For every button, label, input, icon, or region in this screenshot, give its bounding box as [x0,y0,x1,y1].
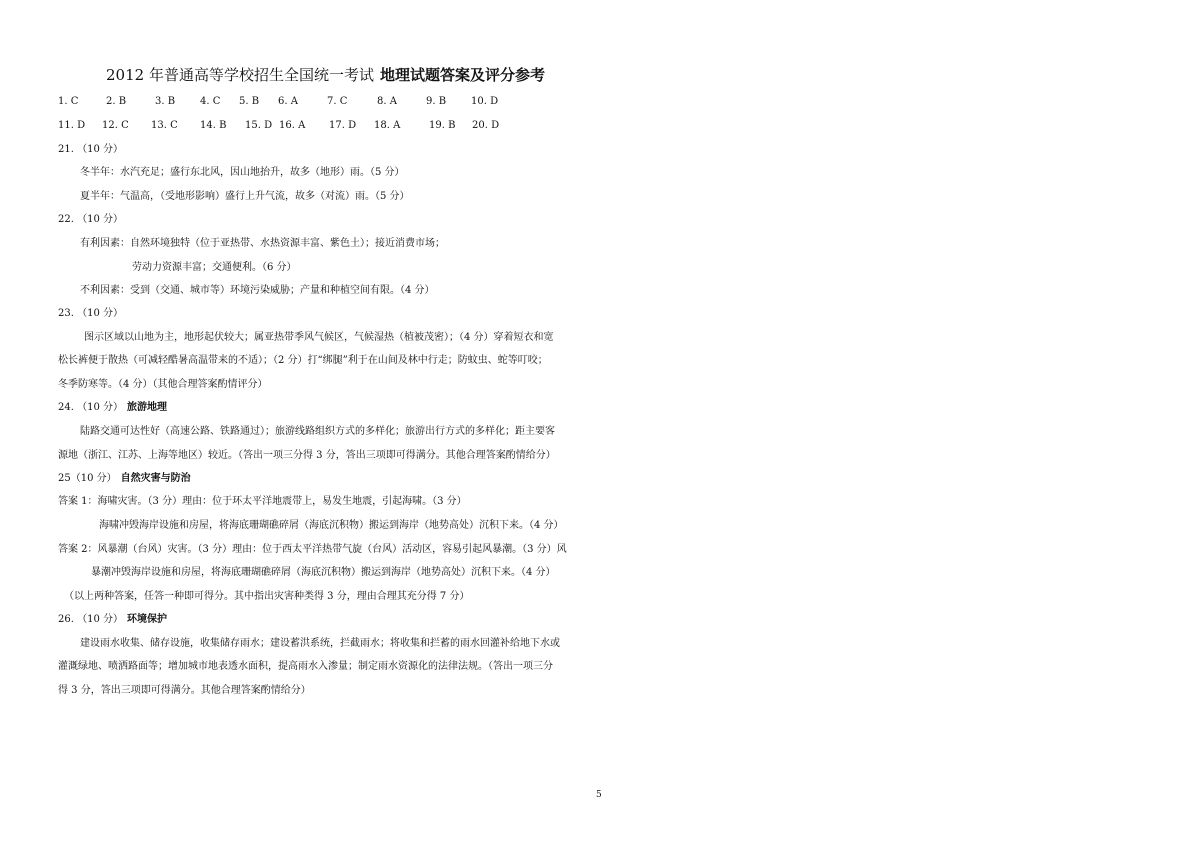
answer-item: 6. A [278,96,298,107]
answer-item: 4. C [200,96,221,107]
answer-item: 20. D [472,120,500,131]
answer-item: 14. B [200,120,227,131]
q22-favorable-line2: 劳动力资源丰富；交通便利。（6 分） [132,262,297,273]
answer-item: 15. D [245,120,273,131]
q23-line3: 冬季防寒等。（4 分）（其他合理答案酌情评分） [58,379,268,390]
answer-item: 13. C [151,120,178,131]
answer-item: 12. C [102,120,129,131]
answer-item: 1. C [58,96,79,107]
title-main: 2012 年普通高等学校招生全国统一考试 [106,66,374,84]
q26-line1: 建设雨水收集、储存设施，收集储存雨水；建设蓄洪系统，拦截雨水；将收集和拦蓄的雨水回灌补给地下水或 [80,638,560,649]
q21-summer-answer: 夏半年：气温高，（受地形影响）盛行上升气流，故多（对流）雨。（5 分） [80,191,410,202]
q22-favorable-line1: 有利因素：自然环境独特（位于亚热带、水热资源丰富、紫色土）；接近消费市场； [80,238,445,249]
q22-unfavorable: 不利因素：受到（交通、城市等）环境污染威胁；产量和种植空间有限。（4 分） [80,285,435,296]
answer-item: 2. B [106,96,127,107]
q23-line1: 图示区域以山地为主，地形起伏较大；属亚热带季风气候区，气候湿热（植被茂密）；（4 分）穿着短衣和宽 [84,332,554,343]
answer-item: 9. B [426,96,447,107]
question-21-heading: 21. （10 分） [58,144,123,155]
answers-row-2 [58,120,578,136]
answer-item: 18. A [374,120,401,131]
q25-answer2: 答案 2：风暴潮（台风）灾害。（3 分）理由：位于西太平洋热带气旋（台风）活动区，容易引起风暴潮。（3 分）风 [58,544,567,555]
q25-topic: 自然灾害与防治 [120,473,191,484]
q24-topic: 旅游地理 [127,402,167,413]
q25-answer2-cont: 暴潮冲毁海岸设施和房屋，将海底珊瑚礁碎屑（海底沉积物）搬运到海岸（地势高处）沉积下来。（4 分） [91,567,556,578]
q21-winter-answer: 冬半年：水汽充足；盛行东北风，因山地抬升，故多（地形）雨。（5 分） [80,167,405,178]
answer-item: 3. B [155,96,176,107]
q25-note: （以上两种答案，任答一种即可得分。其中指出灾害种类得 3 分，理由合理其充分得 7 分） [64,591,470,602]
answer-item: 8. A [377,96,397,107]
answers-row-1 [58,96,578,112]
q26-line3: 得 3 分，答出三项即可得满分。其他合理答案酌情给分） [58,685,311,696]
page-number: 5 [596,790,602,800]
answer-item: 16. A [279,120,306,131]
q26-line2: 灌溉绿地、喷洒路面等；增加城市地表透水面积，提高雨水入渗量；制定雨水资源化的法律法规。（答出一项三分 [58,661,553,672]
question-24-heading: 24. （10 分） 旅游地理 [58,402,167,413]
question-26-heading: 26. （10 分） 环境保护 [58,614,167,625]
q25-answer1: 答案 1：海啸灾害。（3 分）理由：位于环太平洋地震带上，易发生地震，引起海啸。（3 分） [58,496,467,507]
question-23-heading: 23. （10 分） [58,308,123,319]
question-25-heading: 25（10 分） 自然灾害与防治 [58,473,191,484]
question-22-heading: 22. （10 分） [58,214,123,225]
q26-topic: 环境保护 [127,614,167,625]
answer-item: 7. C [327,96,348,107]
q23-line2: 松长裤便于散热（可减轻酷暑高温带来的不适）；（2 分）打“绑腿”利于在山间及林中行走；防蚊虫、蛇等叮咬； [58,355,548,366]
answer-item: 19. B [429,120,456,131]
title-bold: 地理试题答案及评分参考 [379,66,545,84]
q24-line2: 源地（浙江、江苏、上海等地区）较近。（答出一项三分得 3 分，答出三项即可得满分。其他合理答案酌情给分） [58,450,556,461]
q25-answer1-cont: 海啸冲毁海岸设施和房屋，将海底珊瑚礁碎屑（海底沉积物）搬运到海岸（地势高处）沉积下来。（4 分） [99,520,564,531]
answer-item: 10. D [471,96,499,107]
answer-item: 11. D [58,120,86,131]
document-title [106,64,545,85]
q24-line1: 陆路交通可达性好（高速公路、铁路通过）；旅游线路组织方式的多样化；旅游出行方式的多样化；距主要客 [80,426,555,437]
answer-item: 5. B [239,96,260,107]
answer-item: 17. D [329,120,357,131]
